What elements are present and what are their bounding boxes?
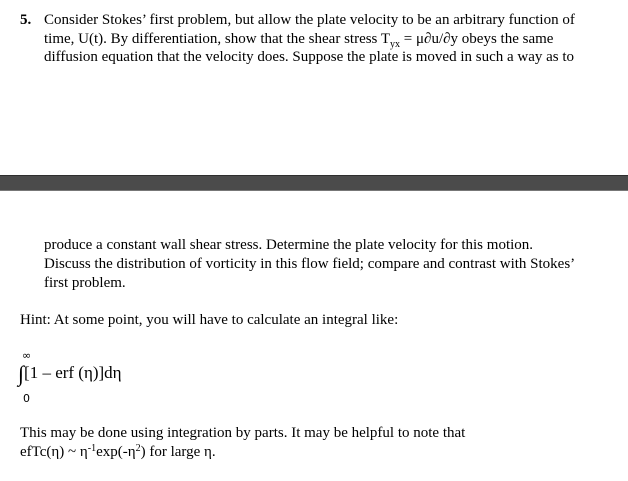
integral-sign: ∫ [18, 361, 25, 386]
note-line-2-end: ) for large η. [140, 444, 216, 460]
note-line-2 [20, 443, 216, 461]
eta-squared-exponent: 2 [135, 443, 141, 454]
problem-line-4: produce a constant wall shear stress. Determine the plate velocity for this motion. [44, 237, 534, 253]
integral-lower-limit: 0 [23, 392, 30, 405]
problem-line-1: Consider Stokes’ first problem, but allow the plate velocity to be an arbitrary function of [44, 12, 575, 28]
note-line-1: This may be done using integration by parts. It may be helpful to note that [20, 425, 466, 441]
problem-line-5: Discuss the distribution of vorticity in this flow field; compare and contrast with Stokes’ [44, 256, 576, 272]
hint-text: Hint: At some point, you will have to calculate an integral like: [20, 312, 399, 328]
note-line-2-start: efTc(η) ~ η [20, 444, 88, 460]
problem-line-2 [44, 30, 553, 48]
integral-expression [18, 363, 122, 384]
integrand: [1 – erf (η)]dη [24, 363, 122, 382]
problem-line-2-end: = μ∂u/∂y obeys the same [400, 31, 554, 47]
eta-exponent: -1 [87, 443, 97, 454]
problem-line-3: diffusion equation that the velocity does. Suppose the plate is moved in such a way as to [44, 49, 575, 65]
page-break-bar [0, 175, 628, 191]
problem-line-6: first problem. [44, 275, 126, 291]
shear-stress-subscript: yx [390, 39, 401, 50]
problem-number: 5. [20, 12, 32, 28]
problem-line-2-start: time, U(t). By differentiation, show that the shear stress T [44, 31, 391, 47]
integral-upper-limit: ∞ [22, 349, 32, 362]
note-line-2-middle: exp(-η [96, 444, 136, 460]
